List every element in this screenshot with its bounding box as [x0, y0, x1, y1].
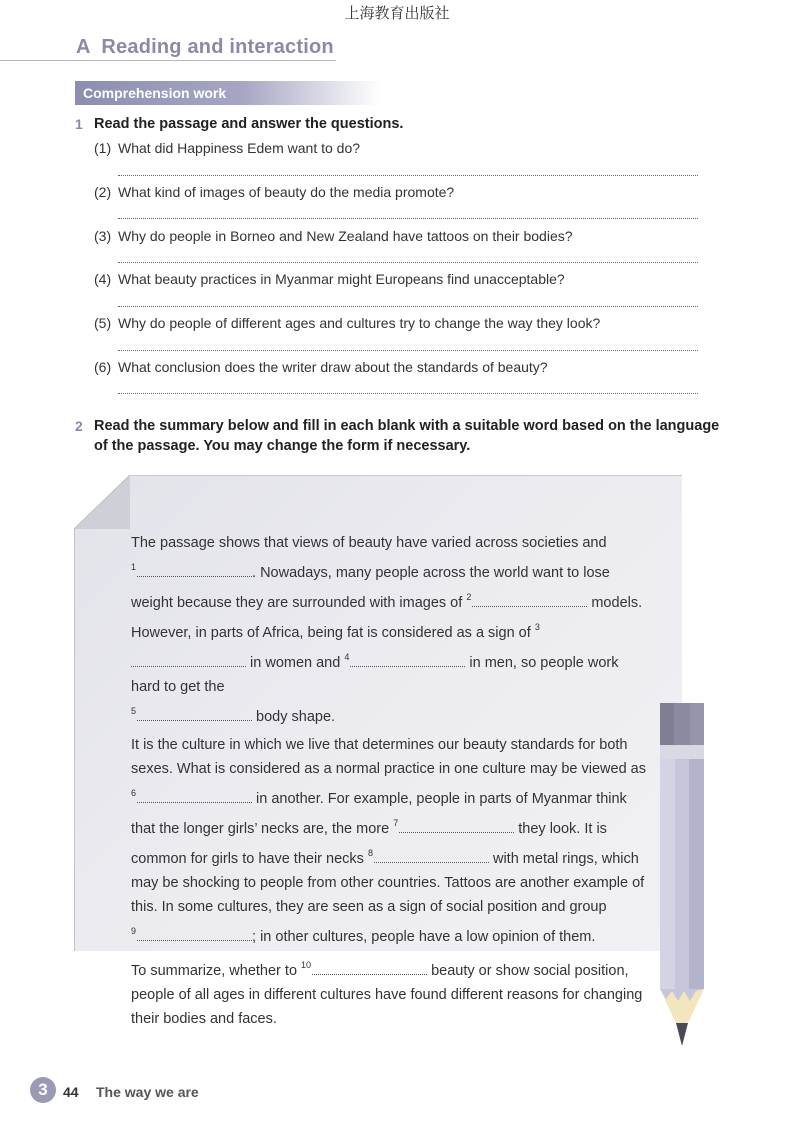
summary-text-run: body shape.	[252, 709, 336, 725]
blank-9[interactable]	[137, 927, 252, 941]
blank-3[interactable]	[131, 653, 246, 667]
summary-text-run: . Nowadays, many people across the world want to lose weight because they are surrounded with images of	[131, 565, 610, 611]
question-5-number: (5)	[94, 315, 112, 331]
blank-number-1: 1	[131, 562, 137, 572]
summary-text-run: with metal rings, which may be shocking to people from other countries. Tattoos are another example of this. In some cultures, they are seen as a sign of social position and group	[131, 851, 645, 915]
blank-1[interactable]	[137, 563, 252, 577]
summary-card-left-edge	[74, 528, 75, 951]
question-4-text: What beauty practices in Myanmar might Europeans find unacceptable?	[118, 271, 565, 287]
summary-text-run: ; in other cultures, people have a low opinion of them.	[252, 929, 596, 945]
blank-7[interactable]	[399, 819, 514, 833]
exercise-2-instruction-line-1: Read the summary below and fill in each blank with a suitable word based on the language	[94, 418, 720, 434]
summary-paragraph-1	[131, 531, 651, 729]
question-1-number: (1)	[94, 140, 112, 156]
answer-line-5[interactable]	[118, 350, 698, 351]
answer-line-2[interactable]	[118, 218, 698, 219]
summary-text-run: in another. For example, people in parts of Myanmar think that the longer girls’ necks are, the more	[131, 791, 627, 837]
summary-text-run: beauty or show social position, people of all ages in different cultures have found different reasons for changing their bodies and faces.	[131, 963, 643, 1027]
exercise-2-instruction	[94, 416, 719, 456]
summary-text-run: To summarize, whether to	[131, 963, 298, 979]
blank-6[interactable]	[137, 789, 252, 803]
folded-corner-icon	[74, 475, 130, 529]
answer-line-6[interactable]	[118, 393, 698, 394]
question-1-text: What did Happiness Edem want to do?	[118, 140, 361, 156]
subsection-bar	[75, 81, 380, 105]
answer-line-4[interactable]	[118, 306, 698, 307]
question-6-text: What conclusion does the writer draw about the standards of beauty?	[118, 359, 548, 375]
exercise-2-number: 2	[75, 418, 83, 434]
answer-line-3[interactable]	[118, 262, 698, 263]
question-2-text: What kind of images of beauty do the media promote?	[118, 184, 455, 200]
unit-title: The way we are	[96, 1084, 199, 1100]
summary-text-run: The passage shows that views of beauty have varied across societies and	[131, 535, 607, 551]
summary-card-top-edge	[128, 475, 682, 476]
question-6-number: (6)	[94, 359, 112, 375]
pencil-icon	[657, 703, 707, 1048]
answer-line-1[interactable]	[118, 175, 698, 176]
question-5-text: Why do people of different ages and cultures try to change the way they look?	[118, 315, 601, 331]
question-2-number: (2)	[94, 184, 112, 200]
blank-number-2: 2	[466, 592, 472, 602]
page-number: 44	[63, 1084, 79, 1100]
blank-number-9: 9	[131, 926, 137, 936]
question-4-number: (4)	[94, 271, 112, 287]
blank-number-8: 8	[367, 848, 373, 858]
summary-paragraph-3	[131, 953, 651, 1031]
exercise-1-instruction: Read the passage and answer the questions.	[94, 116, 404, 132]
exercise-1-number: 1	[75, 116, 83, 132]
blank-number-6: 6	[131, 788, 137, 798]
blank-number-7: 7	[393, 818, 399, 828]
question-3-number: (3)	[94, 228, 112, 244]
publisher-header: 上海教育出版社	[344, 4, 450, 22]
summary-text-run: they look. It is common for girls to have their necks	[131, 821, 607, 867]
blank-number-10: 10	[301, 960, 312, 970]
exercise-2-instruction-line-2: of the passage. You may change the form if necessary.	[94, 438, 471, 454]
blank-2[interactable]	[472, 593, 587, 607]
summary-text-run: It is the culture in which we live that determines our beauty standards for both sexes. What is considered as a normal practice in one culture may be viewed as	[131, 737, 646, 777]
summary-paragraph-2	[131, 733, 651, 949]
section-divider	[0, 60, 336, 61]
blank-4[interactable]	[350, 653, 465, 667]
blank-8[interactable]	[374, 849, 489, 863]
question-3-text: Why do people in Borneo and New Zealand have tattoos on their bodies?	[118, 228, 573, 244]
summary-text-run: in men, so people work hard to get the	[131, 655, 619, 695]
section-title: A Reading and interaction	[76, 36, 334, 58]
blank-5[interactable]	[137, 707, 252, 721]
summary-text-run: models. However, in parts of Africa, being fat is considered as a sign of	[131, 595, 643, 641]
blank-10[interactable]	[312, 961, 427, 975]
unit-badge: 3	[30, 1077, 56, 1103]
summary-text	[131, 531, 651, 1035]
blank-number-3: 3	[534, 622, 540, 632]
blank-number-5: 5	[131, 706, 137, 716]
summary-text-run: in women and	[246, 655, 341, 671]
subsection-title: Comprehension work	[83, 85, 227, 101]
blank-number-4: 4	[344, 652, 350, 662]
